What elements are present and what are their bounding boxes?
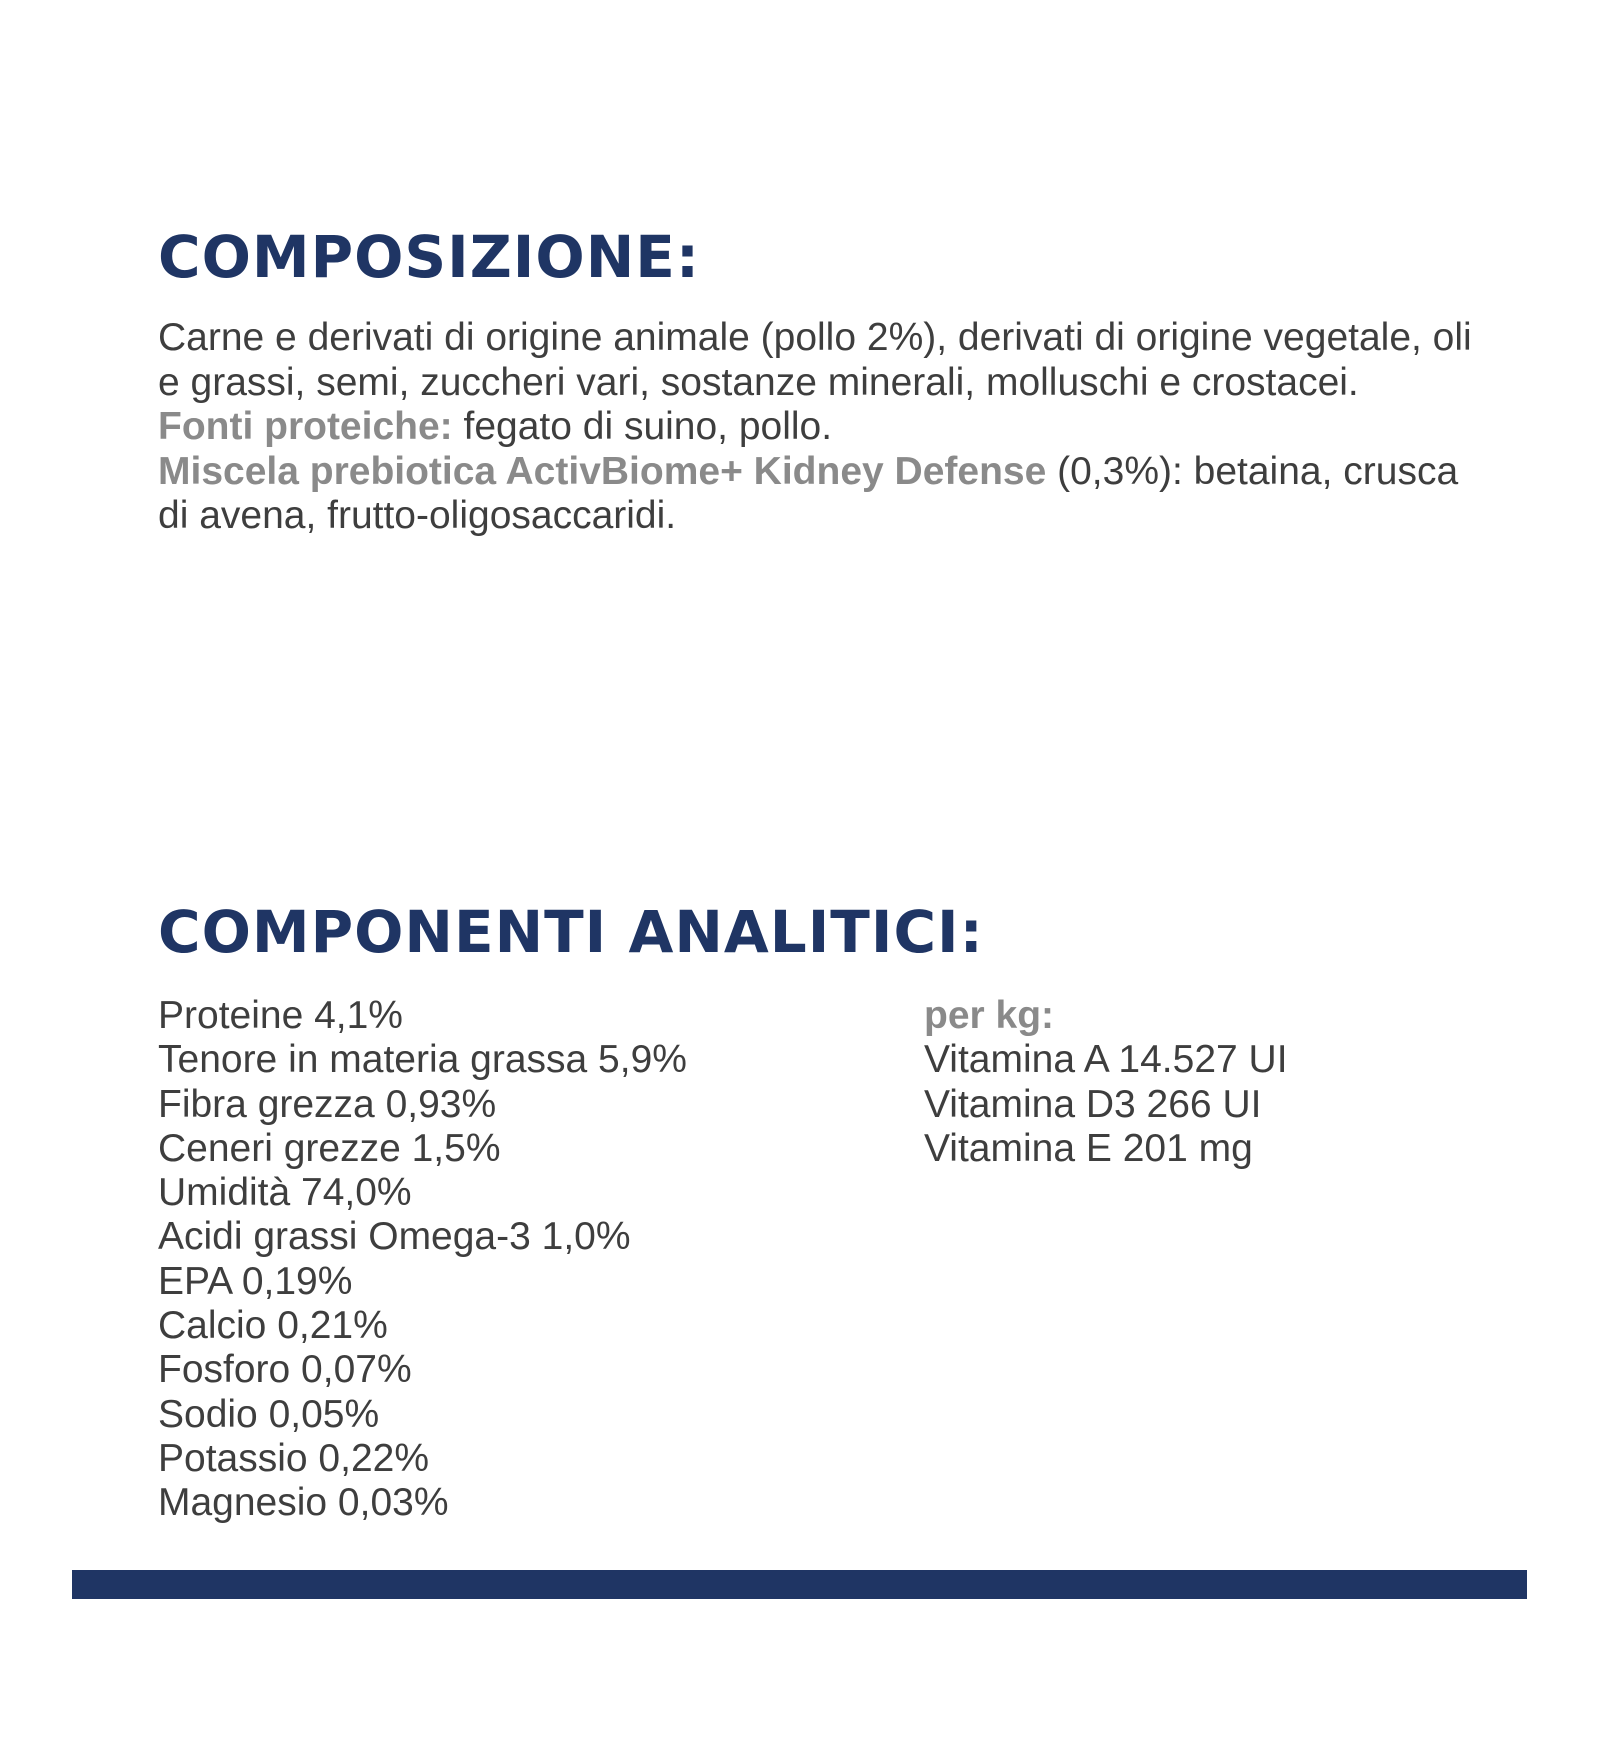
list-item: Umidità 74,0%	[158, 1171, 412, 1215]
bottom-divider-bar	[72, 1570, 1527, 1599]
vitamin-item: Vitamina E 201 mg	[924, 1126, 1253, 1170]
list-item: Potassio 0,22%	[158, 1436, 430, 1480]
prebiotic-line	[158, 450, 1478, 539]
list-item: Fibra grezza 0,93%	[158, 1082, 497, 1126]
prebiotic-text: (0,3%): betaina, crusca di avena, frutto-oligosaccaridi.	[158, 449, 1459, 537]
vitamin-item: Vitamina D3 266 UI	[924, 1082, 1262, 1126]
ingredients-text: Carne e derivati di origine animale (pollo 2%), derivati di origine vegetale, oli e grassi, semi, zuccheri vari, sostanze minerali, molluschi e crostacei.	[158, 316, 1472, 404]
prebiotic-label: Miscela prebiotica ActivBiome+ Kidney Defense	[158, 449, 1047, 493]
composition-text-block	[158, 316, 1478, 539]
list-item: EPA 0,19%	[158, 1259, 353, 1303]
list-item: Sodio 0,05%	[158, 1392, 380, 1436]
vitamins-list	[924, 1038, 1288, 1171]
list-item: Calcio 0,21%	[158, 1304, 388, 1348]
list-item: Acidi grassi Omega-3 1,0%	[158, 1215, 631, 1259]
protein-sources-label: Fonti proteiche:	[158, 405, 453, 448]
list-item: Fosforo 0,07%	[158, 1348, 412, 1392]
list-item: Proteine 4,1%	[158, 994, 403, 1037]
composition-heading: COMPOSIZIONE:	[158, 223, 701, 291]
analytic-components-list	[158, 994, 687, 1526]
per-kg-label: per kg:	[924, 994, 1055, 1037]
vitamins-block	[924, 994, 1288, 1171]
vitamin-item: Vitamina A 14.527 UI	[924, 1038, 1288, 1082]
protein-sources-line	[158, 405, 1478, 450]
list-item: Tenore in materia grassa 5,9%	[158, 1038, 687, 1082]
list-item: Magnesio 0,03%	[158, 1481, 449, 1525]
protein-sources-text: fegato di suino, pollo.	[452, 405, 833, 448]
analytics-heading: COMPONENTI ANALITICI:	[158, 898, 984, 966]
list-item: Ceneri grezze 1,5%	[158, 1126, 501, 1170]
